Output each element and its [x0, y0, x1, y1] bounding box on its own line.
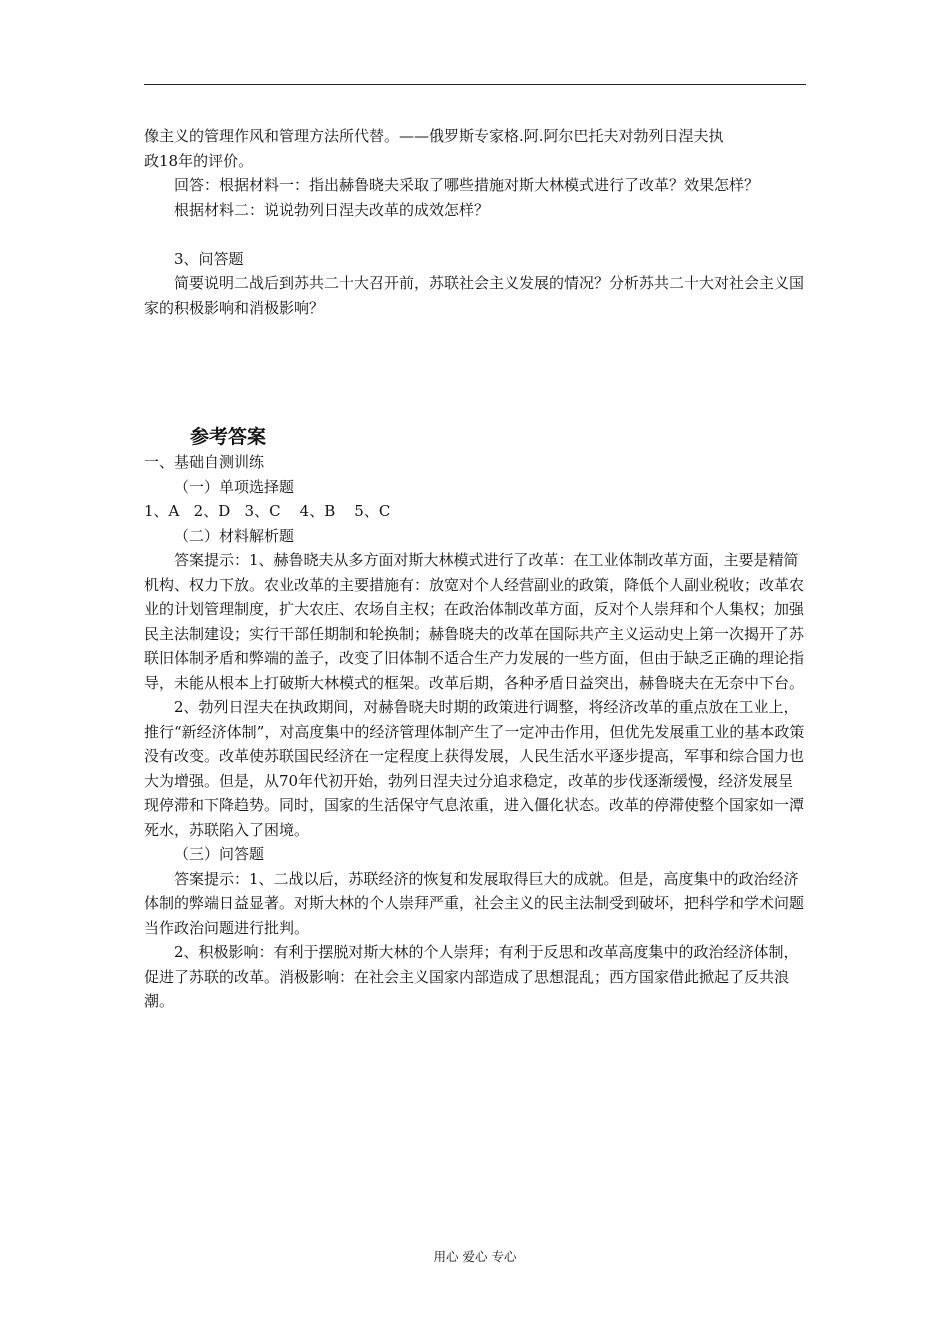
sub-title: （二）材料解析题 — [174, 526, 295, 545]
sub-title: （三）问答题 — [174, 845, 265, 863]
material-continuation — [144, 124, 806, 320]
section-title: 3、问答题 — [174, 249, 244, 268]
spacer — [144, 222, 806, 247]
answer-paragraph: 答案提示：1、二战以后，苏联经济的恢复和发展取得巨大的成就。但是，高度集中的政治经济体制的弊端日益显著。对斯大林的个人崇拜严重，社会主义的民主法制受到破坏，把科学和学术问题当作政治问题进行批判。 — [144, 869, 805, 937]
question-line: 根据材料二：说说勃列日涅夫改革的成效怎样？ — [174, 200, 490, 219]
mc-answers: 1、A 2、D 3、C 4、B 5、C — [144, 502, 391, 520]
part-title: 一、基础自测训练 — [144, 453, 265, 471]
answers-heading: 参考答案 — [190, 426, 267, 448]
question-line: 回答：根据材料一：指出赫鲁晓夫采取了哪些措施对斯大林模式进行了改革？效果怎样？ — [174, 176, 760, 194]
answer-paragraph: 2、积极影响：有利于摆脱对斯大林的个人崇拜；有利于反思和改革高度集中的政治经济体制，促进了苏联的改革。消极影响：在社会主义国家内部造成了思想混乱；西方国家借此掀起了反共浪潮。 — [144, 943, 799, 1010]
text-line: 政18年的评价。 — [144, 151, 254, 170]
header-rule — [144, 84, 806, 85]
answer-paragraph: 答案提示：1、赫鲁晓夫从多方面对斯大林模式进行了改革：在工业体制改革方面，主要是精简机构、权力下放。农业改革的主要措施有：放宽对个人经营副业的政策，降低个人副业税收；改革农业的计划管理制度，扩大农庄、农场自主权；在政治体制改革方面，反对个人崇拜和个人集权；加强民主法制建设；实行干部任期制和轮换制；赫鲁晓夫的改革在国际共产主义运动史上第一次揭开了苏联旧体制矛盾和弊端的盖子，改变了旧体制不适合生产力发展的一些方面，但由于缺乏正确的理论指导，未能从根本上打破斯大林模式的框架。改革后期，各种矛盾日益突出，赫鲁晓夫在无奈中下台。 — [144, 551, 805, 692]
sub-title: （一）单项选择题 — [174, 477, 295, 496]
page-footer: 用心 爱心 专心 — [433, 1249, 517, 1264]
text-line: 像主义的管理作风和管理方法所代替。——俄罗斯专家格.阿.阿尔巴托夫对勃列日涅夫执 — [144, 127, 724, 145]
answers-block — [144, 450, 806, 1014]
answer-paragraph: 2、勃列日涅夫在执政期间，对赫鲁晓夫时期的政策进行调整，将经济改革的重点放在工业上，推行“新经济体制”，对高度集中的经济管理体制产生了一定冲击作用，但优先发展重工业的基本政策没有改变。改革使苏联国民经济在一定程度上获得发展，人民生活水平逐步提高，军事和综合国力也大为增强。但是，从70年代初开始，勃列日涅夫过分追求稳定，改革的步伐逐渐缓慢，经济发展呈现停滞和下降趋势。同时，国家的生活保守气息浓重，进入僵化状态。改革的停滞使整个国家如一潭死水，苏联陷入了困境。 — [144, 698, 805, 839]
question-text: 简要说明二战后到苏共二十大召开前，苏联社会主义发展的情况？分析苏共二十大对社会主义国家的积极影响和消极影响？ — [144, 274, 805, 317]
